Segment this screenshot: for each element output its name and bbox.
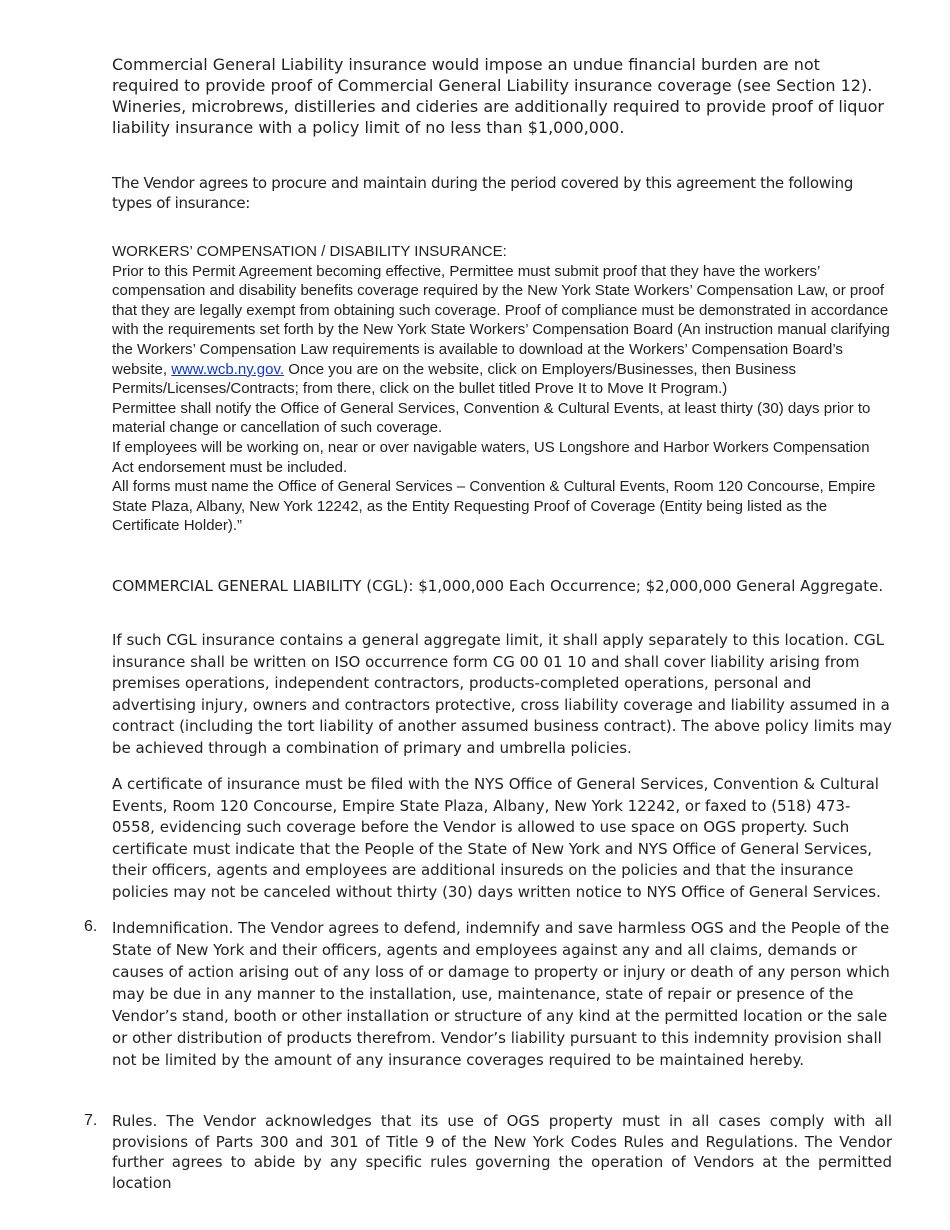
section-7-text: The Vendor acknowledges that its use of OGS property must in all cases comply with all provisions of Parts 300 and 301 of Title 9 of the New York Codes Rules and Regulations. The Vendor further agrees to abide by any specific rules governing the operation of Vendors at the permitted location bbox=[112, 1112, 892, 1192]
section-6-number: 6. bbox=[84, 918, 98, 935]
section-7-title: Rules. bbox=[112, 1112, 158, 1130]
workers-comp-block bbox=[112, 242, 892, 536]
section-7-rules bbox=[112, 1111, 892, 1193]
section-6-indemnification bbox=[112, 917, 892, 1071]
section-6-title: Indemnification. bbox=[112, 919, 234, 937]
workers-comp-heading: WORKERS’ COMPENSATION / DISABILITY INSURANCE: bbox=[112, 243, 507, 260]
insurance-continuation-paragraph: Commercial General Liability insurance would impose an undue financial burden are not required to provide proof of Commercial General Liability insurance coverage (see Section 12). Wineries, microbrews, distilleries and cideries are additionally required to provide proof of liquor liability insurance with a policy limit of no less than $1,000,000. bbox=[112, 55, 884, 137]
workers-comp-navigable-waters: If employees will be working on, near or over navigable waters, US Longshore and Harbor Workers Compensation Act endorsement must be included. bbox=[112, 438, 870, 476]
workers-comp-forms: All forms must name the Office of General Services – Convention & Cultural Events, Room 120 Concourse, Empire State Plaza, Albany, New York 12242, as the Entity Requesting Proof of Coverage (Entity being listed as the Certificate Holder).” bbox=[112, 478, 876, 535]
workers-comp-body-text: Prior to this Permit Agreement becoming effective, Permittee must submit proof that they have the workers’ compensation and disability benefits coverage required by the New York State Workers’ Compensation Law, or proof that they are legally exempt from obtaining such coverage. Proof of compliance must be demonstrated in accordance with the requirements set forth by the New York State Workers’ Compensation Board (An instruction manual clarifying the Workers’ Compensation Law requirements is available to download at the Workers’ Compensation Board’s website, bbox=[112, 262, 890, 378]
workers-comp-notify: Permittee shall notify the Office of General Services, Convention & Cultural Events, at least thirty (30) days prior to material change or cancellation of such coverage. bbox=[112, 399, 871, 437]
wcb-website-link[interactable]: www.wcb.ny.gov. bbox=[171, 360, 285, 378]
certificate-paragraph: A certificate of insurance must be filed with the NYS Office of General Services, Convention & Cultural Events, Room 120 Concourse, Empire State Plaza, Albany, New York 12242, or faxed to (518) 473-0558, evidencing such coverage before the Vendor is allowed to use space on OGS property. Such certificate must indicate that the People of the State of New York and NYS Office of General Services, their officers, agents and employees are additional insureds on the policies and that the insurance policies may not be canceled without thirty (30) days written notice to NYS Office of General Services. bbox=[112, 775, 881, 901]
workers-comp-body-after-link: Once you are on the website, click on Employers/Businesses, then Business Permits/Licenses/Contracts; from there, click on the bullet titled Prove It to Move It Program.) bbox=[112, 360, 796, 398]
section-6-text: The Vendor agrees to defend, indemnify and save harmless OGS and the People of the State of New York and their officers, agents and employees against any and all claims, demands or causes of action arising out of any loss of or damage to property or injury or death of any person which may be due in any manner to the installation, use, maintenance, state of repair or presence of the Vendor’s stand, booth or other installation or structure of any kind at the permitted location or the sale or other distribution of products therefrom. Vendor’s liability pursuant to this indemnity provision shall not be limited by the amount of any insurance coverages required to be maintained hereby. bbox=[112, 919, 890, 1069]
cgl-heading: COMMERCIAL GENERAL LIABILITY (CGL): $1,000,000 Each Occurrence; $2,000,000 General Aggregate. bbox=[112, 577, 884, 595]
section-7-number: 7. bbox=[84, 1112, 98, 1129]
cgl-paragraph: If such CGL insurance contains a general aggregate limit, it shall apply separately to this location. CGL insurance shall be written on ISO occurrence form CG 00 01 10 and shall cover liability arising from premises operations, independent contractors, products-completed operations, personal and advertising injury, owners and contractors protective, cross liability coverage and liability assumed in a contract (including the tort liability of another assumed business contract). The above policy limits may be achieved through a combination of primary and umbrella policies. bbox=[112, 631, 892, 757]
workers-comp-body bbox=[112, 262, 892, 399]
procure-insurance-paragraph: The Vendor agrees to procure and maintain during the period covered by this agreement the following types of insurance: bbox=[112, 174, 854, 212]
